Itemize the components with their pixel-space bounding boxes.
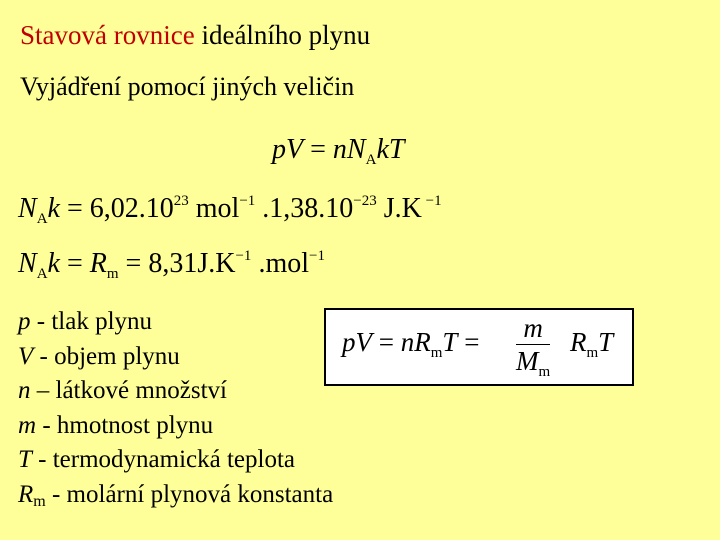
title-rest: ideálního plynu [194, 20, 371, 50]
slide-subtitle: Vyjádření pomocí jiných veličin [20, 72, 355, 101]
equation-boltzmann-product: $N_Ak = 6,02.10^{23}$ mol$^{-1}$ $.1,38.10^{-23}$ J.K $^{-1}$ [18, 193, 442, 227]
fraction-m-over-M: $\frac{m}{M_m}$ [516, 313, 551, 380]
definition-item: T - termodynamická teplota [18, 446, 296, 473]
boxed-equation: pV = $nR_mT$ = $\frac{m}{M_m}$ $R_mT$ [324, 308, 634, 386]
definition-item: n – látkové množství [18, 377, 227, 404]
symbol-definitions [18, 305, 333, 519]
slide-title [20, 20, 370, 51]
definition-item: m - hmotnost plynu [18, 411, 214, 439]
title-highlight: Stavová rovnice [20, 20, 195, 50]
equation-gas-constant: $N_Ak = R_m = 8,31J.K^{-1}$ .mol$^{-1}$ [18, 248, 325, 282]
definition-item: V - objem plynu [18, 342, 180, 370]
equation-state: pV = $nN_AkT$ [272, 134, 405, 168]
definition-item: p - tlak plynu [18, 308, 153, 335]
definition-item: Rm - molární plynová konstanta [18, 480, 334, 510]
